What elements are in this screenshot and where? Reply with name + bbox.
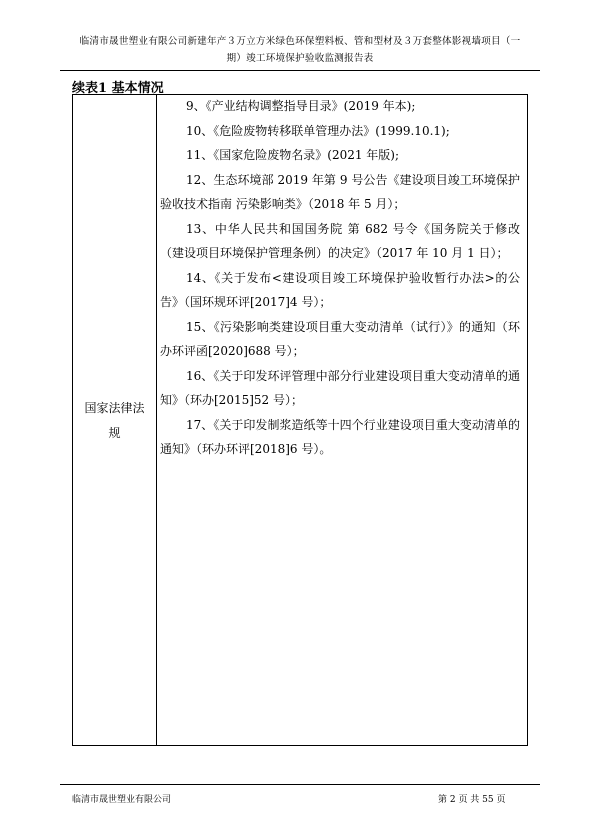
footer-divider xyxy=(60,784,540,785)
table-column-divider xyxy=(156,94,157,746)
regulation-item: 10、《危险废物转移联单管理办法》(1999.10.1); xyxy=(186,123,450,138)
regulation-item: 11、《国家危险废物名录》(2021 年版); xyxy=(186,148,400,162)
header-line-2: 期）竣工环境保护验收监测报告表 xyxy=(226,53,374,64)
regulation-item: 14、《关于发布<建设项目竣工环境保护验收暂行办法>的公告》（国环规环评[2017]4 号）； xyxy=(160,270,520,309)
regulation-item: 16、《关于印发环评管理中部分行业建设项目重大变动清单的通知》（环办[2015]52 号）； xyxy=(160,368,520,407)
regulation-list xyxy=(160,94,520,462)
regulation-item: 9、《产业结构调整指导目录》(2019 年本); xyxy=(186,99,416,113)
footer-company: 临清市晟世塑业有限公司 xyxy=(72,795,172,805)
regulation-item: 12、生态环境部 2019 年第 9 号公告《建设项目竣工环境保护验收技术指南 污染影响类》（2018 年 5 月）； xyxy=(160,172,520,211)
page-header xyxy=(60,33,540,67)
row-label-line-1: 国家法律法 xyxy=(84,401,145,415)
row-label-line-2: 规 xyxy=(108,426,121,440)
footer-page-number: 第 2 页 共 55 页 xyxy=(438,795,506,805)
header-line-1: 临清市晟世塑业有限公司新建年产３万立方米绿色环保塑料板、管和型材及３万套整体影视墙项目（一 xyxy=(79,36,521,47)
regulation-item: 13、中华人民共和国国务院 第 682 号令《国务院关于修改（建设项目环境保护管理条例）的决定》（2017 年 10 月 1 日）； xyxy=(160,221,520,260)
header-divider xyxy=(60,70,540,71)
table-title: 续表1 基本情况 xyxy=(72,81,164,96)
regulation-item: 15、《污染影响类建设项目重大变动清单（试行）》的通知（环办环评函[2020]688 号）； xyxy=(160,319,520,358)
regulation-item: 17、《关于印发制浆造纸等十四个行业建设项目重大变动清单的通知》（环办环评[2018]6 号）。 xyxy=(160,417,520,456)
row-label-national-laws xyxy=(73,396,156,446)
